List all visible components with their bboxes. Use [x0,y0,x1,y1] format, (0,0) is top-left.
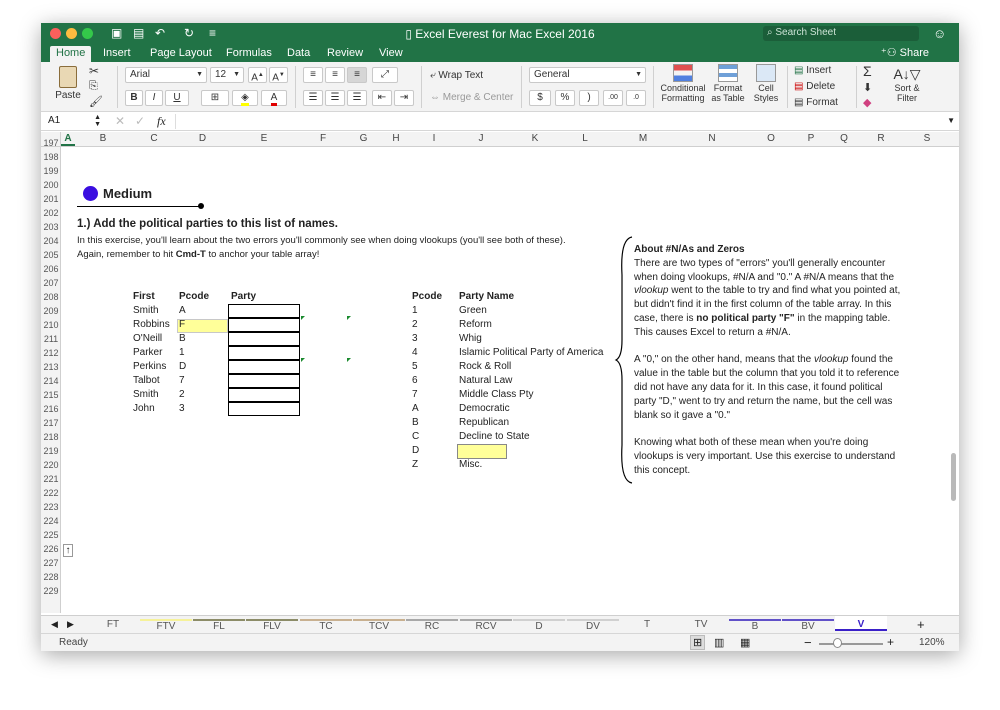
zoom-slider-track[interactable] [819,643,883,645]
zoom-out-icon[interactable]: − [804,635,812,650]
column-header[interactable]: L [582,133,588,144]
table-cell-first[interactable]: Smith [133,305,159,316]
sheet-tab-tv[interactable]: TV [694,619,708,630]
align-right-button[interactable]: ☰ [347,90,367,106]
table-cell-pcode[interactable]: 7 [179,375,185,386]
row-header[interactable]: 220 [43,460,59,470]
excel-window [41,23,959,651]
sort-filter-button[interactable]: A↓▽ Sort & Filter [887,65,927,103]
table-cell-first[interactable]: Smith [133,389,159,400]
wrap-text-button[interactable]: ⤶ Wrap Text [430,70,484,81]
increase-indent-button[interactable]: ⇥ [394,90,414,106]
formula-bar [41,112,959,131]
cell-styles-icon [756,64,776,82]
error-indicator [347,358,351,362]
lookup-party-name[interactable]: Reform [459,319,492,330]
error-indicator [301,358,305,362]
ribbon-divider [117,66,118,108]
share-button[interactable]: ⁺⚇ Share [880,47,929,59]
lookup-pcode[interactable]: 6 [412,375,418,386]
merge-center-button[interactable]: ⇔ Merge & Center [430,92,514,103]
tab-formulas[interactable]: Formulas [226,47,272,59]
borders-button[interactable] [201,90,229,106]
scroll-tabs-left-icon[interactable]: ◀ [51,619,58,629]
ribbon-divider [787,66,788,108]
tab-page-layout[interactable]: Page Layout [150,47,212,59]
table-cell-first[interactable]: Robbins [133,319,170,330]
bold-button[interactable]: B [125,90,143,106]
column-header[interactable]: K [531,133,539,144]
sheet-tab-d[interactable]: D [513,619,565,632]
lookup-party-name[interactable]: Rock & Roll [459,361,512,372]
paste-options-icon[interactable]: ↑ [63,544,73,557]
row-header[interactable]: 216 [43,404,59,414]
sheet-tab-fl[interactable]: FL [193,619,245,632]
row-header[interactable]: 211 [43,334,59,344]
sheet-tab-tcv[interactable]: TCV [353,619,405,632]
number-format-select[interactable]: General ▼ [529,67,646,83]
sheet-tab-ft[interactable]: FT [106,619,120,630]
instruction-line-2: Again, remember to hit Cmd-T to anchor your table array! [77,249,320,260]
align-middle-button[interactable]: ≡ [325,67,345,83]
font-size-select[interactable]: 12 ▼ [210,67,244,83]
comma-button[interactable]: ) [579,90,599,106]
column-header[interactable]: H [392,133,400,144]
row-header[interactable]: 197 [43,138,59,148]
smiley-feedback-icon[interactable]: ☺ [933,26,947,41]
party-answer-cell[interactable] [228,346,300,360]
tab-insert[interactable]: Insert [103,47,131,59]
zoom-level[interactable]: 120% [919,637,945,648]
lookup-party-name[interactable]: Republican [459,417,510,428]
row-header[interactable]: 213 [43,362,59,372]
ribbon-divider [295,66,296,108]
chevron-down-icon: ▼ [233,71,240,78]
row-header[interactable]: 215 [43,390,59,400]
error-indicator [301,316,305,320]
row-header[interactable]: 214 [43,376,59,386]
lookup-party-name[interactable]: Whig [459,333,482,344]
increase-font-button[interactable]: A▲ [248,67,267,83]
redo-icon[interactable]: ↻ [184,26,195,40]
worksheet-grid[interactable] [41,138,959,613]
paste-button[interactable]: Paste [53,66,83,101]
row-header[interactable]: 222 [43,488,59,498]
save-icon[interactable]: ▤ [133,26,145,40]
sheet-tab-dv[interactable]: DV [567,619,619,632]
underline-endpoint [198,203,204,209]
sheet-tab-rcv[interactable]: RCV [460,619,512,632]
align-top-button[interactable]: ≡ [303,67,323,83]
fill-color-button[interactable] [232,90,258,106]
column-header[interactable]: M [638,133,648,144]
lookup-party-name[interactable]: Green [459,305,487,316]
status-bar [41,633,959,651]
instruction-line-1: In this exercise, you'll learn about the two errors you'll commonly see when doing vlookups (you'll see both of these). [77,235,566,246]
column-header[interactable]: C [150,133,158,144]
search-sheet-field[interactable]: ⌕ Search Sheet [763,26,919,41]
format-painter-icon[interactable]: 🖌 [89,96,103,108]
lookup-party-name[interactable]: Decline to State [459,431,530,442]
row-header[interactable]: 225 [43,530,59,540]
lookup-party-name[interactable]: Middle Class Pty [459,389,534,400]
merge-icon: ⇔ [430,92,443,103]
header-party-name: Party Name [459,291,515,302]
formula-input[interactable] [175,114,945,129]
decrease-font-button[interactable]: A▼ [269,67,288,83]
title-bar [41,23,959,44]
sidebar-icon[interactable]: ▣ [111,26,123,40]
borders-icon: ⊞ [210,92,220,103]
chevron-down-icon: ▼ [635,71,642,78]
header-pcode-lookup: Pcode [412,291,443,302]
column-header[interactable]: I [432,133,436,144]
lookup-pcode[interactable]: B [412,417,419,428]
ribbon-divider [856,66,857,108]
table-cell-pcode[interactable]: B [179,333,186,344]
explanation-note: About #N/As and Zeros There are two types of "errors" you'll generally encounter when doing vlookups, #N/A and "0." A #N/A means that the vlookup went to the table to try and find what you pointed at, but didn't find it in the first column of the table array. In this case, there is no political party "F" in the mapping table. This causes Excel to return a #N/A. A "0," on the other hand, means that the vlookup found the value in the table but the column that you told it to reference did not have any data for it. In this case, it found political party "D," went to try and return the name, but the cell was blank so it gave a "0." Knowing what both of these mean when you're doing vlookups is very important. Use this exercise to understand this concept. [634,243,904,478]
cancel-x-icon[interactable]: ✕ [115,114,126,128]
page-break-view-icon[interactable]: ▦ [740,637,751,649]
wrap-text-icon: ⤶ [430,70,439,81]
column-header[interactable]: Q [840,133,848,144]
table-cell-first[interactable]: Perkins [133,361,167,372]
cut-icon[interactable]: ✂ [89,64,100,78]
expand-formula-icon[interactable]: ▼ [947,116,955,125]
party-answer-cell[interactable] [228,318,300,332]
table-cell-pcode[interactable]: 3 [179,403,185,414]
party-answer-cell[interactable] [228,360,300,374]
percent-button[interactable]: % [555,90,575,106]
lookup-pcode[interactable]: Z [412,459,419,470]
curly-brace-icon [614,235,636,485]
note-paragraph-2: A "0," on the other hand, means that the vlookup found the value in the table but the column that you told it to reference did not have any data for it. In this case, it found political party "D," went to try and return the name, but the cell was blank so it gave a "0." [634,354,900,421]
orientation-button[interactable]: ⤢ [372,67,398,83]
error-indicator [347,316,351,320]
party-answer-cell[interactable] [228,332,300,346]
lookup-pcode[interactable]: D [412,445,420,456]
header-party: Party [231,291,257,302]
align-bottom-button[interactable]: ≡ [347,67,367,83]
row-header[interactable]: 203 [43,222,59,232]
row-header[interactable]: 229 [43,586,59,596]
lookup-pcode[interactable]: C [412,431,420,442]
zoom-slider-thumb[interactable] [833,638,842,648]
font-color-button[interactable] [261,90,287,106]
chevron-down-icon: ▼ [196,71,203,78]
sheet-tab-bv[interactable]: BV [782,619,834,632]
increase-decimal-button[interactable]: .00 [603,90,623,106]
row-header[interactable]: 212 [43,348,59,358]
lookup-pcode[interactable]: A [412,403,419,414]
lookup-pcode[interactable]: 4 [412,347,418,358]
customize-toolbar-icon[interactable]: ≡ [209,26,217,40]
currency-button[interactable]: $ [529,90,551,106]
delete-cells-button[interactable]: ▤ Delete [794,81,836,92]
add-sheet-icon[interactable]: + [917,617,925,632]
difficulty-label: Medium [103,186,153,201]
row-header[interactable]: 219 [43,446,59,456]
row-header[interactable]: 221 [43,474,59,484]
format-as-table-button[interactable]: Format as Table [707,64,749,103]
table-style-icon [718,64,738,82]
sheet-tab-ftv[interactable]: FTV [140,619,192,632]
delete-cells-icon: ▤ [794,81,807,92]
sheet-tab-tc[interactable]: TC [300,619,352,632]
row-header[interactable]: 226 [43,544,59,554]
copy-icon[interactable]: ⎘ [89,80,98,92]
search-icon: ⌕ [767,27,776,38]
party-answer-cell[interactable] [228,388,300,402]
party-answer-cell[interactable] [228,374,300,388]
header-first: First [133,291,155,302]
stepper-icon: ▲ ▼ [94,114,101,128]
row-header[interactable]: 202 [43,208,59,218]
normal-view-icon[interactable]: ⊞ [690,635,705,650]
column-header[interactable]: B [99,133,107,144]
row-header[interactable]: 205 [43,250,59,260]
column-header[interactable]: J [478,133,484,144]
row-header[interactable]: 207 [43,278,59,288]
sheet-tab-flv[interactable]: FLV [246,619,298,632]
row-header[interactable]: 210 [43,320,59,330]
lookup-party-name[interactable]: Misc. [459,459,483,470]
window-title: ▯ Excel Everest for Mac Excel 2016 [405,27,595,41]
column-header[interactable]: F [319,133,327,144]
sheet-tab-t[interactable]: T [643,619,651,630]
vertical-scrollbar-thumb[interactable] [951,453,956,501]
row-header[interactable]: 217 [43,418,59,428]
row-header[interactable]: 209 [43,306,59,316]
clear-eraser-icon[interactable]: ◆ [863,97,872,109]
table-cell-first[interactable]: O'Neill [133,333,163,344]
column-header[interactable]: A [61,133,75,146]
underline-button[interactable]: U [165,90,189,106]
row-header[interactable]: 198 [43,152,59,162]
row-header[interactable]: 200 [43,180,59,190]
zoom-in-icon[interactable]: + [887,635,895,649]
table-cell-pcode[interactable]: 1 [179,347,185,358]
sheet-tab-v-active[interactable]: V [835,616,887,631]
party-answer-cell[interactable] [228,304,300,318]
fill-bucket-icon: ◈ [241,92,249,106]
decrease-indent-button[interactable]: ⇤ [372,90,392,106]
row-header[interactable]: 228 [43,572,59,582]
format-cells-button[interactable]: ▤ Format [794,97,838,108]
format-cells-icon: ▤ [794,97,807,108]
sheet-tabs-bar [41,615,959,633]
column-header[interactable]: R [877,133,885,144]
tab-home[interactable]: Home [50,46,91,62]
scroll-tabs-right-icon[interactable]: ▶ [67,619,74,629]
autosum-icon[interactable]: Σ [863,63,872,79]
row-header[interactable]: 201 [43,194,59,204]
lookup-pcode[interactable]: 5 [412,361,418,372]
add-person-icon: ⁺⚇ [880,47,900,59]
enter-check-icon[interactable]: ✓ [135,114,146,128]
lookup-pcode[interactable]: 2 [412,319,418,330]
column-header[interactable]: O [767,133,775,144]
conditional-formatting-button[interactable]: Conditional Formatting [657,64,709,103]
header-pcode: Pcode [179,291,210,302]
ribbon-tabs [41,44,959,62]
table-cell-pcode[interactable]: 2 [179,389,185,400]
align-left-button[interactable]: ☰ [303,90,323,106]
difficulty-underline [77,206,201,207]
row-header[interactable]: 227 [43,558,59,568]
highlighted-empty-party-cell[interactable] [457,444,507,459]
note-paragraph-3: Knowing what both of these mean when you're doing vlookups is very important. Use this exercise to understand this concept. [634,437,896,476]
party-answer-cell[interactable] [228,402,300,416]
tab-view[interactable]: View [379,47,403,59]
insert-cells-button[interactable]: ▤ Insert [794,65,832,76]
column-header[interactable]: E [260,133,268,144]
italic-button[interactable]: I [145,90,163,106]
column-header[interactable]: D [198,133,207,144]
table-cell-first[interactable]: Parker [133,347,163,358]
table-cell-pcode[interactable]: A [179,305,186,316]
insert-cells-icon: ▤ [794,65,807,76]
undo-icon[interactable]: ↶ [155,26,166,40]
sheet-tab-rc[interactable]: RC [406,619,458,632]
row-header[interactable]: 224 [43,516,59,526]
lookup-pcode[interactable]: 1 [412,305,418,316]
lookup-party-name[interactable]: Natural Law [459,375,513,386]
exercise-heading: 1.) Add the political parties to this list of names. [77,218,338,230]
row-header[interactable]: 223 [43,502,59,512]
clipboard-icon [59,66,77,88]
font-name-select[interactable]: Arial ▼ [125,67,207,83]
sort-filter-icon: A↓▽ [893,66,921,82]
status-text: Ready [59,637,88,648]
column-header[interactable]: S [923,133,931,144]
lookup-party-name[interactable]: Islamic Political Party of America [459,347,604,358]
column-header[interactable]: G [359,133,368,144]
row-header[interactable]: 199 [43,166,59,176]
row-headers [41,138,61,613]
font-color-icon: A [271,92,278,106]
sheet-tab-b[interactable]: B [729,619,781,632]
ribbon-divider [421,66,422,108]
ribbon-divider [653,66,654,108]
function-icon[interactable]: fx [157,114,166,128]
column-header[interactable]: N [708,133,716,144]
page-layout-view-icon[interactable]: ▥ [714,637,725,649]
difficulty-dot [83,186,98,201]
table-cell-first[interactable]: John [133,403,155,414]
row-header[interactable]: 218 [43,432,59,442]
lookup-party-name[interactable]: Democratic [459,403,510,414]
column-headers [41,132,959,147]
lookup-pcode[interactable]: 3 [412,333,418,344]
align-center-button[interactable]: ☰ [325,90,345,106]
fill-icon[interactable]: ⬇ [863,82,873,94]
decrease-decimal-button[interactable]: .0 [626,90,646,106]
name-box[interactable]: A1 ▲ ▼ [48,114,101,128]
row-header[interactable]: 208 [43,292,59,302]
cell-styles-button[interactable]: Cell Styles [748,64,784,103]
lookup-pcode[interactable]: 7 [412,389,418,400]
row-header[interactable]: 206 [43,264,59,274]
note-paragraph-1: There are two types of "errors" you'll generally encounter when doing vlookups, #N/A and "0." A #N/A means that the vlookup went to the table to try and find what you pointed at, but didn't find it in the first column of the table array. In this case, there is no political party "F" in the mapping table. This causes Excel to return a #N/A. [634,257,901,338]
row-header[interactable]: 204 [43,236,59,246]
table-cell-pcode[interactable]: F [179,319,186,330]
ribbon [41,62,959,112]
tab-review[interactable]: Review [327,47,364,59]
document-icon: ▯ [405,27,416,41]
column-header[interactable]: P [807,133,815,144]
ribbon-divider [521,66,522,108]
table-cell-first[interactable]: Talbot [133,375,160,386]
table-cell-pcode[interactable]: D [179,361,187,372]
conditional-formatting-icon [673,64,693,82]
tab-data[interactable]: Data [287,47,311,59]
